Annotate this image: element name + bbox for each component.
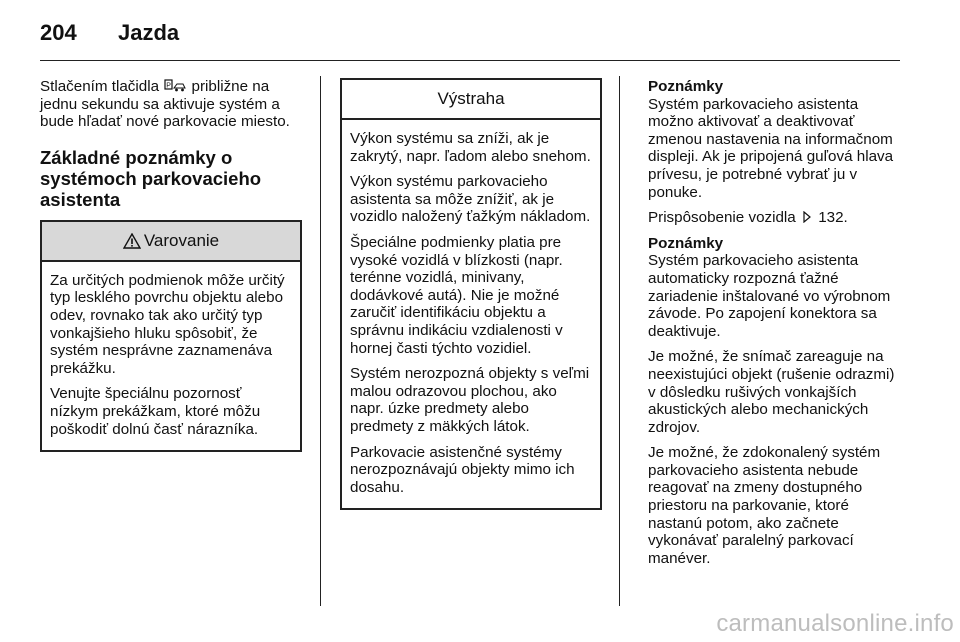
- caution-paragraph: Výkon systému sa zníži, ak je zakrytý, napr. ľadom alebo snehom.: [350, 130, 591, 165]
- page-reference-link[interactable]: 132.: [818, 209, 848, 227]
- note-block: [648, 78, 904, 227]
- page-header: [40, 20, 179, 50]
- note-title: Poznámky: [648, 78, 724, 95]
- column-middle: [340, 78, 602, 510]
- caution-paragraph: Systém nerozpozná objekty s veľmi malou odrazovou plochou, ako napr. úzke predmety alebo predmety z mäkkých látok.: [350, 365, 590, 435]
- intro-paragraph: Stlačením tlačidla P približne na jednu sekundu sa aktivuje systém a bude hľadať nové parkovacie miesto.: [40, 78, 290, 131]
- warning-paragraph: Za určitých podmienok môže určitý typ lesklého povrchu objektu alebo odev, rovnako tak ako určitý typ vonkajšieho hluku spôsobiť, že systém nesprávne zaznamenáva prekážku.: [50, 271, 285, 377]
- caution-paragraph: Výkon systému parkovacieho asistenta sa môže znížiť, ak je vozidlo naložený ťažkým nákladom.: [350, 173, 591, 226]
- note-paragraph: Systém parkovacieho asistenta možno aktivovať a deaktivovať zmenou nastavenia na informačnom displeji. Ak je pripojená guľová hlava prívesu, je potrebné vybrať ju v ponuke.: [648, 95, 894, 201]
- page-reference-arrow-icon: [802, 211, 812, 223]
- note-reference-paragraph: Prispôsobenie vozidla 132.: [648, 209, 848, 227]
- note-block: [648, 235, 904, 568]
- caution-box-body: [342, 120, 600, 508]
- svg-text:P: P: [166, 82, 172, 90]
- note-paragraph: Je možné, že zdokonalený systém parkovacieho asistenta nebude reagovať na zmeny dostupného priestoru na parkovanie, ktoré nastanú potom, ako začnete vykonávať paralelný parkovací manéver.: [648, 444, 881, 567]
- section-heading: Základné poznámky o systémoch parkovacieho asistenta: [40, 146, 262, 210]
- watermark: carmanualsonline.info: [716, 610, 954, 637]
- warning-box-body: [42, 262, 300, 450]
- column-divider-2: [619, 76, 620, 606]
- column-left: [40, 78, 302, 452]
- warning-title: Varovanie: [143, 230, 220, 250]
- column-right: [648, 78, 904, 575]
- parking-assist-icon: [164, 79, 186, 93]
- column-divider-1: [320, 76, 321, 606]
- caution-box: [340, 78, 602, 510]
- caution-paragraph: Parkovacie asistenčné systémy nerozpoznávajú objekty mimo ich dosahu.: [350, 443, 575, 496]
- note-paragraph: Systém parkovacieho asistenta automaticky rozpozná ťažné zariadenie inštalované vo výrobnom závode. Po zapojení konektora sa deaktivuje.: [648, 252, 891, 340]
- header-divider: [40, 60, 900, 61]
- warning-box-header: [42, 222, 300, 262]
- caution-box-header: [342, 80, 600, 120]
- note-paragraph: Je možné, že snímač zareaguje na neexistujúci objekt (rušenie odrazmi) v dôsledku rušivých vonkajších akustických alebo mechanických zdrojov.: [648, 348, 895, 436]
- chapter-title: Jazda: [118, 20, 180, 45]
- warning-box: [40, 220, 302, 452]
- caution-paragraph: Špeciálne podmienky platia pre vysoké vozidlá v blízkosti (napr. terénne vozidlá, minivany, dodávkové autá). Nie je možné zaručiť identifikáciu objektu a správnu indikáciu vzdialenosti v hornej časti týchto vozidiel.: [350, 233, 563, 357]
- caution-title: Výstraha: [437, 89, 505, 109]
- note-title: Poznámky: [648, 234, 724, 252]
- warning-triangle-icon: [123, 233, 141, 249]
- warning-paragraph: Venujte špeciálnu pozornosť nízkym prekážkam, ktoré môžu poškodiť dolnú časť nárazníka.: [50, 385, 261, 438]
- page-number: 204: [40, 20, 77, 45]
